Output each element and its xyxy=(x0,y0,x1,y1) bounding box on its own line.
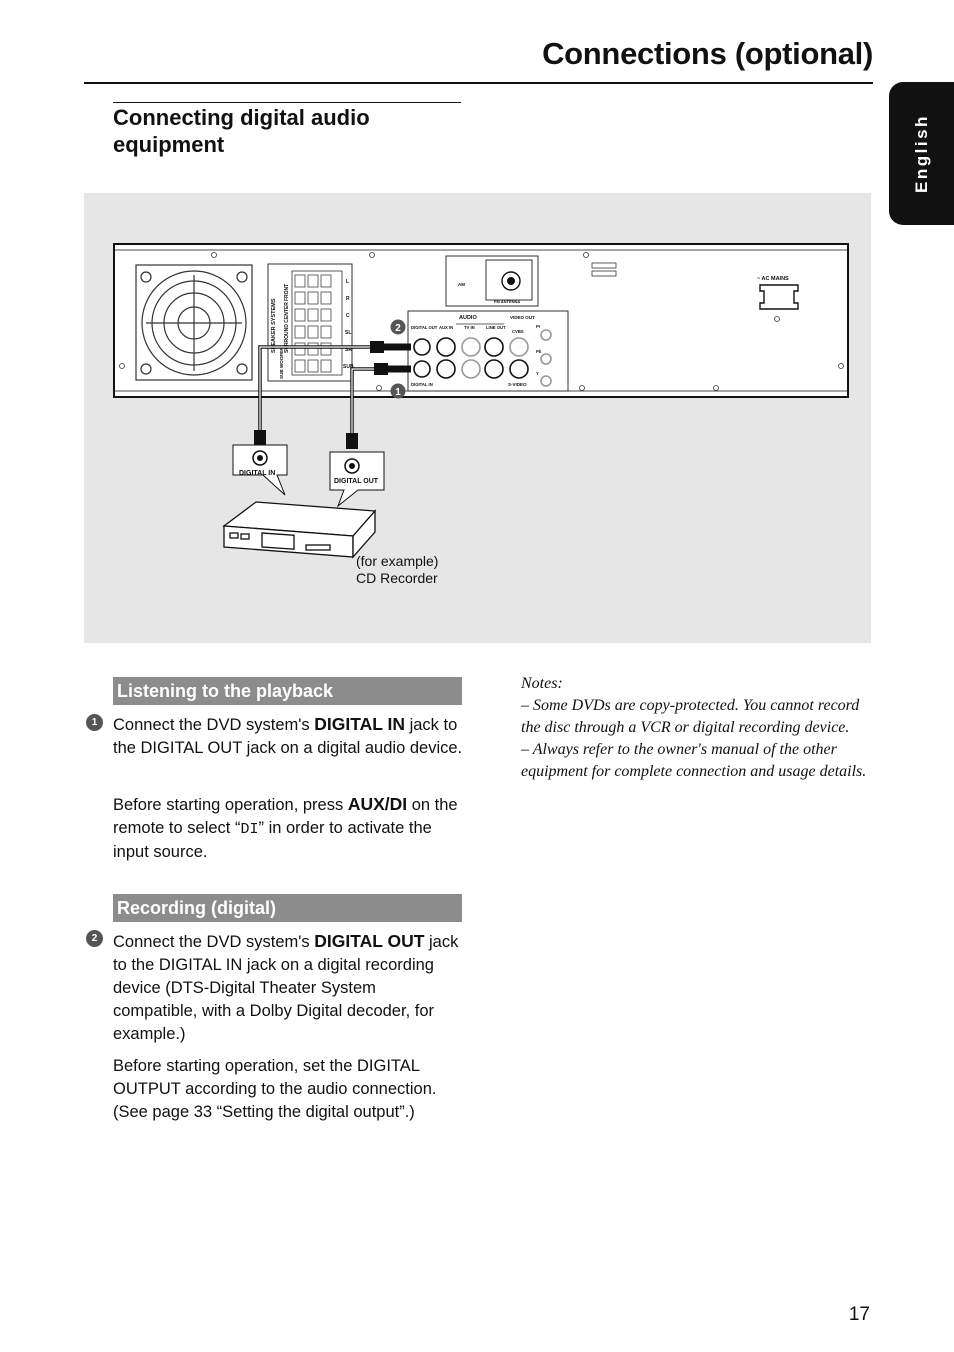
pb-label: Pb xyxy=(536,349,542,354)
step-marker xyxy=(391,320,406,335)
listening-heading: Listening to the playback xyxy=(113,677,462,705)
cd-recorder-device xyxy=(224,502,375,557)
step-badge-1: 1 xyxy=(86,714,103,731)
line-out-label: LINE OUT xyxy=(486,325,506,330)
connection-diagram xyxy=(84,193,871,643)
step-marker-text: 2 xyxy=(395,323,401,334)
y-label: Y xyxy=(536,371,539,376)
step-marker-text: 1 xyxy=(395,387,401,398)
step-marker xyxy=(391,384,406,399)
text-run: jack to the DIGITAL OUT jack on a digital audio device. xyxy=(113,716,463,757)
recording-paragraph-1 xyxy=(113,930,463,1046)
device-caption-line2: CD Recorder xyxy=(356,570,438,586)
language-tab xyxy=(889,82,954,225)
language-tab-label: English xyxy=(912,114,931,193)
title-rule xyxy=(84,82,873,84)
note-item: – Some DVDs are copy-protected. You cannot record the disc through a VCR or digital recording device. xyxy=(521,697,860,736)
text-run: set the DIGITAL OUTPUT according to the audio connection. (See page 33 “ xyxy=(113,1057,437,1121)
pr-label: Pr xyxy=(536,324,541,329)
text-run-bold: AUX/DI xyxy=(347,794,408,814)
tv-in-label: TV IN xyxy=(464,325,475,330)
channel-label: L xyxy=(346,279,350,285)
notes-heading: Notes: xyxy=(521,675,563,692)
sub-woofer-label: SUB WOOFER xyxy=(279,347,284,379)
device-digital-out-label: DIGITAL OUT xyxy=(334,478,379,485)
notes xyxy=(521,673,871,783)
text-run-lead: Before starting operation, xyxy=(113,1057,299,1075)
channel-label: SL xyxy=(345,330,352,336)
digital-in-jack-label: DIGITAL IN xyxy=(411,382,433,387)
am-label: AM xyxy=(458,282,465,287)
fm-antenna-label: FM ANTENNA xyxy=(494,299,521,304)
connection-diagram-svg xyxy=(84,193,871,643)
step-badge-2: 2 xyxy=(86,930,103,947)
video-out-label: VIDEO OUT xyxy=(510,315,535,320)
section-rule xyxy=(113,102,461,103)
device-digital-out-callout xyxy=(330,452,384,506)
text-run: press xyxy=(298,796,348,814)
device-digital-in-label: DIGITAL IN xyxy=(239,470,276,477)
text-run: ” in order to activate the input source. xyxy=(113,819,432,861)
speaker-systems-label: SPEAKER SYSTEMS xyxy=(271,298,277,353)
channel-label: SR xyxy=(345,347,352,353)
device-digital-in-callout xyxy=(233,445,287,495)
audio-label: AUDIO xyxy=(459,315,477,321)
page-number: 17 xyxy=(848,1304,870,1325)
note-item: – Always refer to the owner's manual of the other equipment for complete connection and usage details. xyxy=(521,741,867,780)
cvbs-label: CVBS xyxy=(512,329,524,334)
text-run-bold: DIGITAL IN xyxy=(314,714,405,734)
section-title: Connecting digital audio equipment xyxy=(113,105,370,157)
channel-label: C xyxy=(346,313,350,319)
ac-mains-label: ~ AC MAINS xyxy=(757,276,789,282)
recording-paragraph-2 xyxy=(113,1055,463,1124)
text-run: Connect the DVD system's xyxy=(113,933,315,951)
channel-label: SUB xyxy=(343,364,354,370)
digital-out-jack-label: DIGITAL OUT xyxy=(411,325,438,330)
text-run-lead: Before starting operation, xyxy=(113,796,299,814)
text-run: ”.) xyxy=(399,1103,415,1121)
listening-paragraph-2 xyxy=(113,793,463,864)
s-video-label: S-VIDEO xyxy=(508,382,527,387)
text-run: Connect the DVD system's xyxy=(113,716,315,734)
text-run-reference: Setting the digital output xyxy=(222,1103,400,1121)
recording-heading: Recording (digital) xyxy=(113,894,462,922)
text-run: on the remote to select “ xyxy=(113,796,458,837)
front-label: FRONT xyxy=(284,283,290,301)
device-caption-line1: (for example) xyxy=(356,553,439,569)
surround-center-label: SURROUND CENTER xyxy=(284,302,290,353)
page-title: Connections (optional) xyxy=(542,36,873,71)
aux-in-label: AUX IN xyxy=(439,325,454,330)
display-code: DI xyxy=(240,821,259,838)
text-run-bold: DIGITAL OUT xyxy=(314,931,425,951)
text-run: jack to the DIGITAL IN jack on a digital recording device (DTS-Digital Theater System compatible, with a Dolby Digital decoder, for example.) xyxy=(113,933,459,1043)
channel-label: R xyxy=(346,296,350,302)
listening-paragraph-1 xyxy=(113,713,463,760)
